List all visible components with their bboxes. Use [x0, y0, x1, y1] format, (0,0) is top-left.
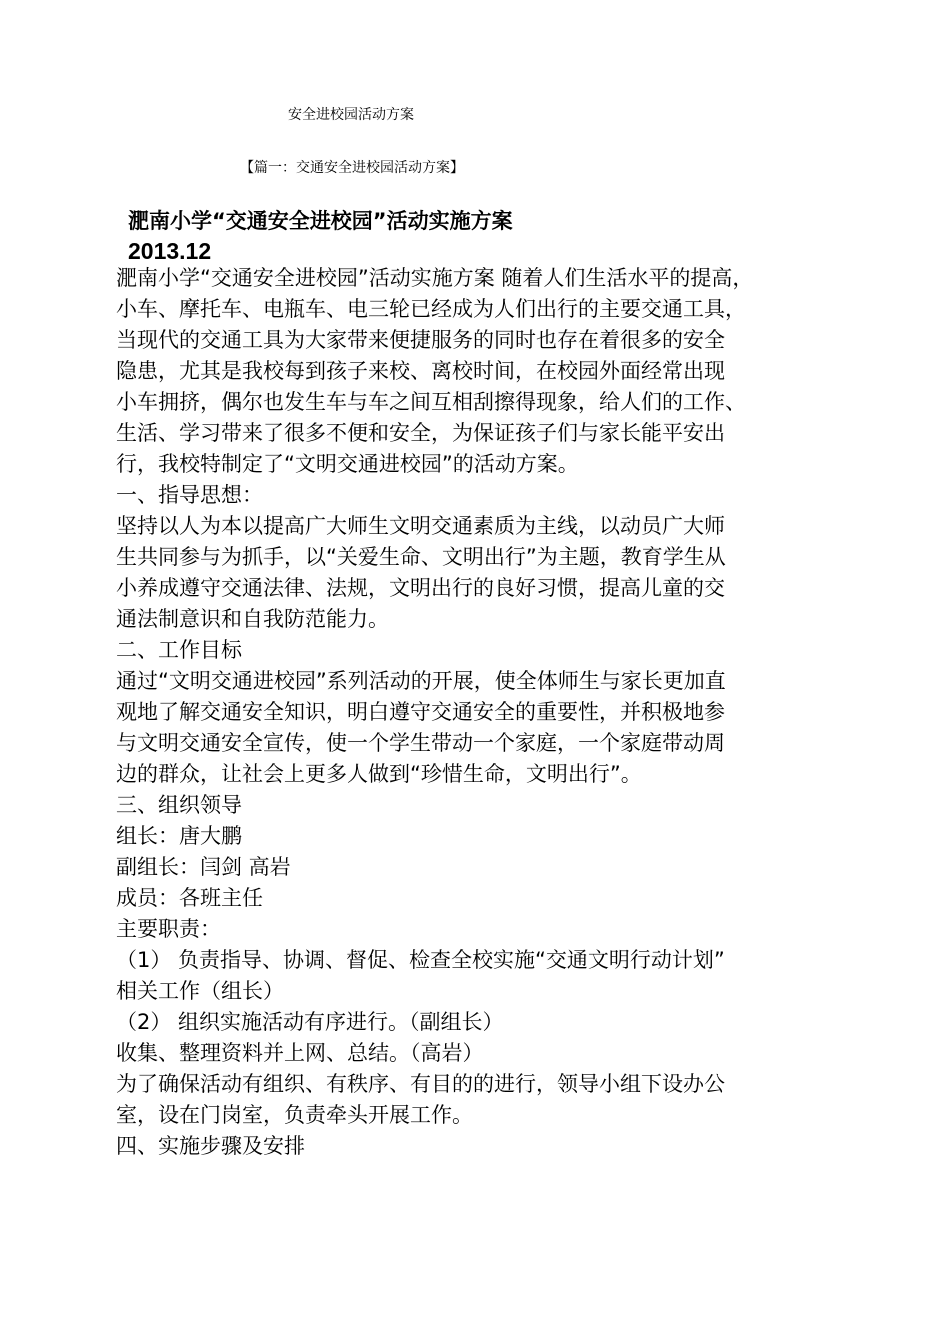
section-label: 【篇一：交通安全进校园活动方案】	[240, 160, 464, 176]
section-heading-work-goals: 二、工作目标	[116, 638, 242, 662]
body-line: 通过“文明交通进校园”系列活动的开展，使全体师生与家长更加直	[116, 669, 726, 693]
body-line: 行，我校特制定了“文明交通进校园”的活动方案。	[116, 452, 579, 476]
section-heading-organization: 三、组织领导	[116, 793, 242, 817]
members-line: 成员：各班主任	[116, 886, 263, 910]
body-line: 边的群众，让社会上更多人做到“珍惜生命，文明出行”。	[116, 762, 642, 786]
body-line: 收集、整理资料并上网、总结。（高岩）	[116, 1041, 484, 1065]
duty-item-2: （2） 组织实施活动有序进行。（副组长）	[116, 1010, 504, 1034]
document-title: 安全进校园活动方案	[288, 107, 414, 123]
body-line: 隐患，尤其是我校每到孩子来校、离校时间，在校园外面经常出现	[116, 359, 725, 383]
body-line: 室，设在门岗室，负责牵头开展工作。	[116, 1103, 473, 1127]
body-line: 小车拥挤，偶尔也发生车与车之间互相刮擦得现象，给人们的工作、	[116, 390, 746, 414]
body-line: 小养成遵守交通法律、法规，文明出行的良好习惯，提高儿童的交	[116, 576, 725, 600]
section-heading-implementation: 四、实施步骤及安排	[116, 1134, 305, 1158]
team-leader-line: 组长：唐大鹏	[116, 824, 242, 848]
plan-date: 2013.12	[128, 238, 212, 264]
plan-heading: 淝南小学“交通安全进校园”活动实施方案	[128, 209, 513, 233]
body-line: 淝南小学“交通安全进校园”活动实施方案 随着人们生活水平的提高，	[116, 266, 754, 290]
body-line: 观地了解交通安全知识，明白遵守交通安全的重要性，并积极地参	[116, 700, 725, 724]
section-heading-guiding-thought: 一、指导思想：	[116, 483, 263, 507]
body-line: 生共同参与为抓手，以“关爱生命、文明出行”为主题，教育学生从	[116, 545, 726, 569]
duty-item-1: （1） 负责指导、协调、督促、检查全校实施“交通文明行动计划”	[116, 948, 725, 972]
body-line: 为了确保活动有组织、有秩序、有目的的进行，领导小组下设办公	[116, 1072, 725, 1096]
duties-label: 主要职责：	[116, 917, 221, 941]
body-line: 与文明交通安全宣传，使一个学生带动一个家庭，一个家庭带动周	[116, 731, 725, 755]
deputy-leader-line: 副组长：闫剑 高岩	[116, 855, 291, 879]
body-line: 当现代的交通工具为大家带来便捷服务的同时也存在着很多的安全	[116, 328, 725, 352]
body-text	[116, 263, 856, 1162]
body-line: 相关工作（组长）	[116, 979, 284, 1003]
body-line: 通法制意识和自我防范能力。	[116, 607, 389, 631]
body-line: 坚持以人为本以提高广大师生文明交通素质为主线，以动员广大师	[116, 514, 725, 538]
body-line: 生活、学习带来了很多不便和安全，为保证孩子们与家长能平安出	[116, 421, 725, 445]
body-line: 小车、摩托车、电瓶车、电三轮已经成为人们出行的主要交通工具，	[116, 297, 746, 321]
